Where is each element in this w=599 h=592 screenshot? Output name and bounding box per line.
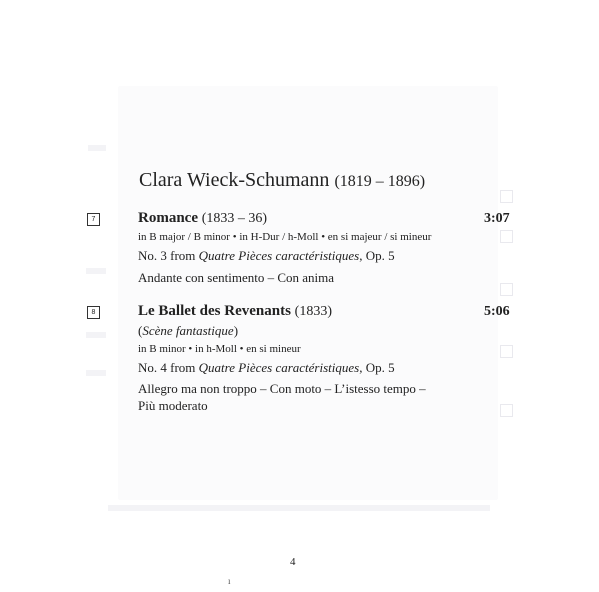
bleed-through-line [86, 332, 106, 338]
track-tempo: Più moderato [138, 398, 208, 413]
track-tempo: Allegro ma non troppo – Con moto – L’istesso tempo – [138, 381, 426, 396]
bleed-through-mark [500, 230, 513, 243]
bleed-through-mark [500, 404, 513, 417]
source-prefix: No. 4 from [138, 360, 199, 375]
bleed-through-line [88, 145, 106, 151]
track-number-box: 8 [87, 306, 100, 319]
track-duration: 3:07 [484, 211, 510, 226]
bleed-through-mark [500, 345, 513, 358]
source-suffix: , Op. 5 [359, 360, 395, 375]
track-title-line [138, 210, 267, 227]
page-number: 4 [290, 556, 296, 568]
source-suffix: , Op. 5 [359, 248, 395, 263]
track-title: Romance [138, 210, 198, 226]
track-subtitle: Scène fantastique [142, 323, 234, 338]
track-keys: in B major / B minor • in H-Dur / h-Moll • en si majeur / si mineur [138, 231, 432, 243]
bleed-through-mark [500, 283, 513, 296]
bleed-through-line [108, 505, 490, 511]
track-source [138, 248, 395, 264]
track-keys: in B minor • in h-Moll • en si mineur [138, 343, 301, 355]
track-subtitle-line: (Scène fantastique) [138, 323, 239, 338]
track-dates: (1833 – 36) [201, 211, 268, 226]
composer-heading [139, 169, 425, 192]
track-dates: (1833) [294, 304, 332, 319]
composer-dates: (1819 – 1896) [334, 173, 426, 190]
bleed-through-line [86, 370, 106, 376]
track-title-line [138, 303, 332, 320]
bleed-through-line [86, 268, 106, 274]
source-work: Quatre Pièces caractéristiques [198, 360, 360, 375]
source-prefix: No. 3 from [138, 248, 199, 263]
bleed-through-mark [500, 190, 513, 203]
track-source [138, 360, 395, 376]
composer-name: Clara Wieck-Schumann [139, 169, 330, 191]
source-work: Quatre Pièces caractéristiques [198, 248, 360, 263]
track-tempo: Andante con sentimento – Con anima [138, 270, 335, 285]
track-duration: 5:06 [484, 304, 510, 319]
track-number-box: 7 [87, 213, 100, 226]
print-speck: ı [228, 576, 231, 586]
bleed-through-panel [118, 86, 498, 500]
track-title: Le Ballet des Revenants [138, 303, 291, 319]
